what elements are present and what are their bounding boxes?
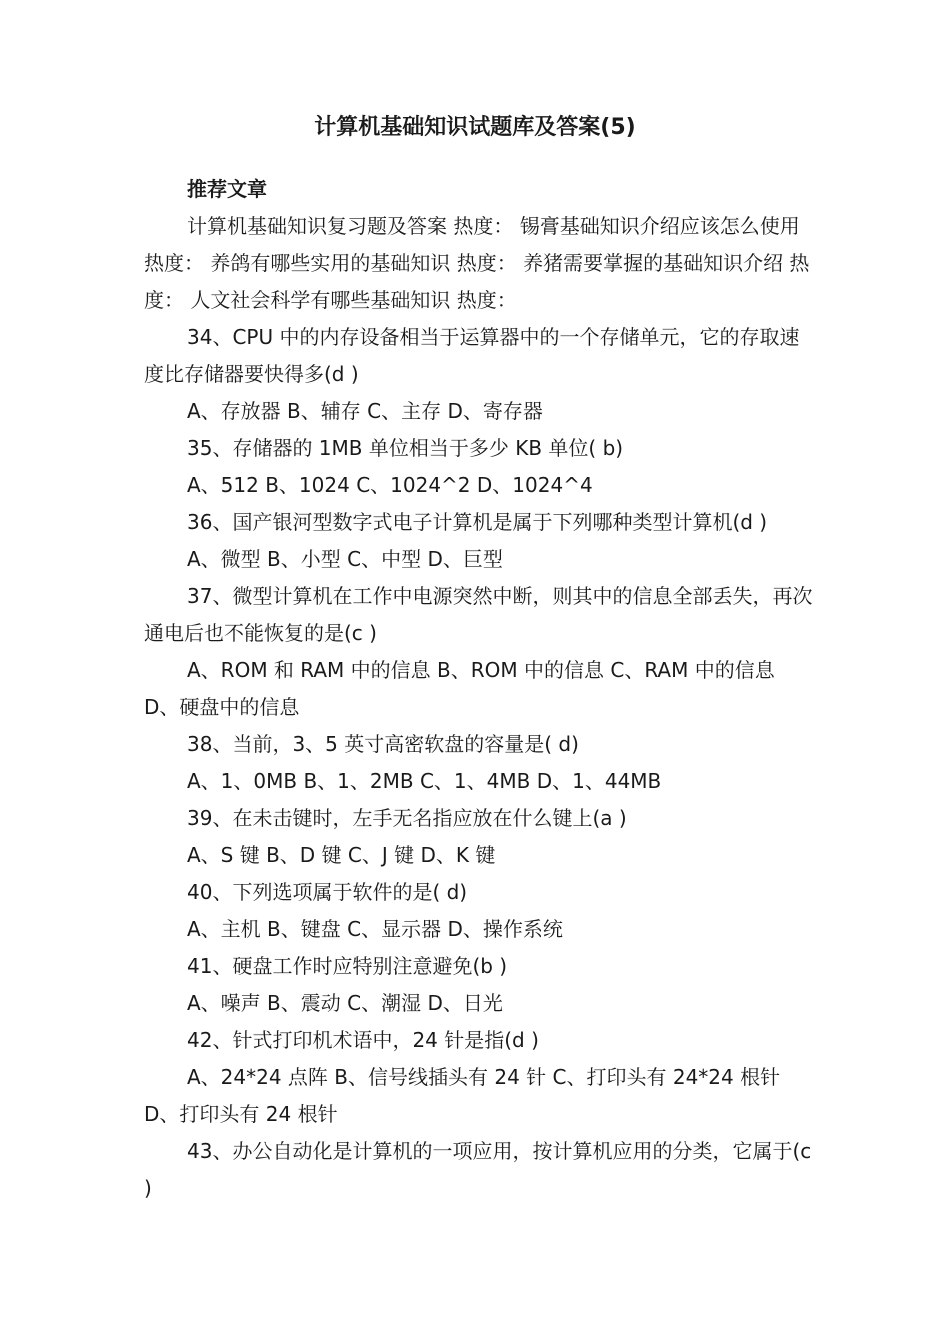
question-42: 42、针式打印机术语中，24 针是指(d ) [187,1028,539,1052]
options-42: A、24*24 点阵 B、信号线插头有 24 针 C、打印头有 24*24 根针 D、打印头有 24 根针 [144,1065,781,1126]
document-title: 计算机基础知识试题库及答案(5) [314,115,636,140]
document-body [144,171,814,1207]
options-37: A、ROM 和 RAM 中的信息 B、ROM 中的信息 C、RAM 中的信息 D、硬盘中的信息 [144,658,775,719]
question-38: 38、当前，3、5 英寸高密软盘的容量是( d) [187,732,579,756]
options-39: A、S 键 B、D 键 C、J 键 D、K 键 [187,843,496,867]
question-41: 41、硬盘工作时应特别注意避免(b ) [187,954,508,978]
options-34: A、存放器 B、辅存 C、主存 D、寄存器 [187,399,543,423]
section-heading: 推荐文章 [187,177,267,201]
question-36: 36、国产银河型数字式电子计算机是属于下列哪种类型计算机(d ) [187,510,768,534]
question-34: 34、CPU 中的内存设备相当于运算器中的一个存储单元，它的存取速度比存储器要快得多(d ) [144,325,800,386]
recommended-articles: 计算机基础知识复习题及答案 热度： 锡膏基础知识介绍应该怎么使用 热度： 养鸽有哪些实用的基础知识 热度： 养猪需要掌握的基础知识介绍 热度： 人文社会科学有哪些基础知识 热度： [144,214,810,312]
options-36: A、微型 B、小型 C、中型 D、巨型 [187,547,503,571]
question-43: 43、办公自动化是计算机的一项应用，按计算机应用的分类，它属于(c ) [144,1139,812,1200]
question-39: 39、在未击键时，左手无名指应放在什么键上(a ) [187,806,627,830]
question-40: 40、下列选项属于软件的是( d) [187,880,468,904]
question-37: 37、微型计算机在工作中电源突然中断，则其中的信息全部丢失，再次通电后也不能恢复的是(c ) [144,584,813,645]
options-41: A、噪声 B、震动 C、潮湿 D、日光 [187,991,503,1015]
options-38: A、1、0MB B、1、2MB C、1、4MB D、1、44MB [187,769,662,793]
options-35: A、512 B、1024 C、1024^2 D、1024^4 [187,473,593,497]
question-35: 35、存储器的 1MB 单位相当于多少 KB 单位( b) [187,436,624,460]
options-40: A、主机 B、键盘 C、显示器 D、操作系统 [187,917,563,941]
